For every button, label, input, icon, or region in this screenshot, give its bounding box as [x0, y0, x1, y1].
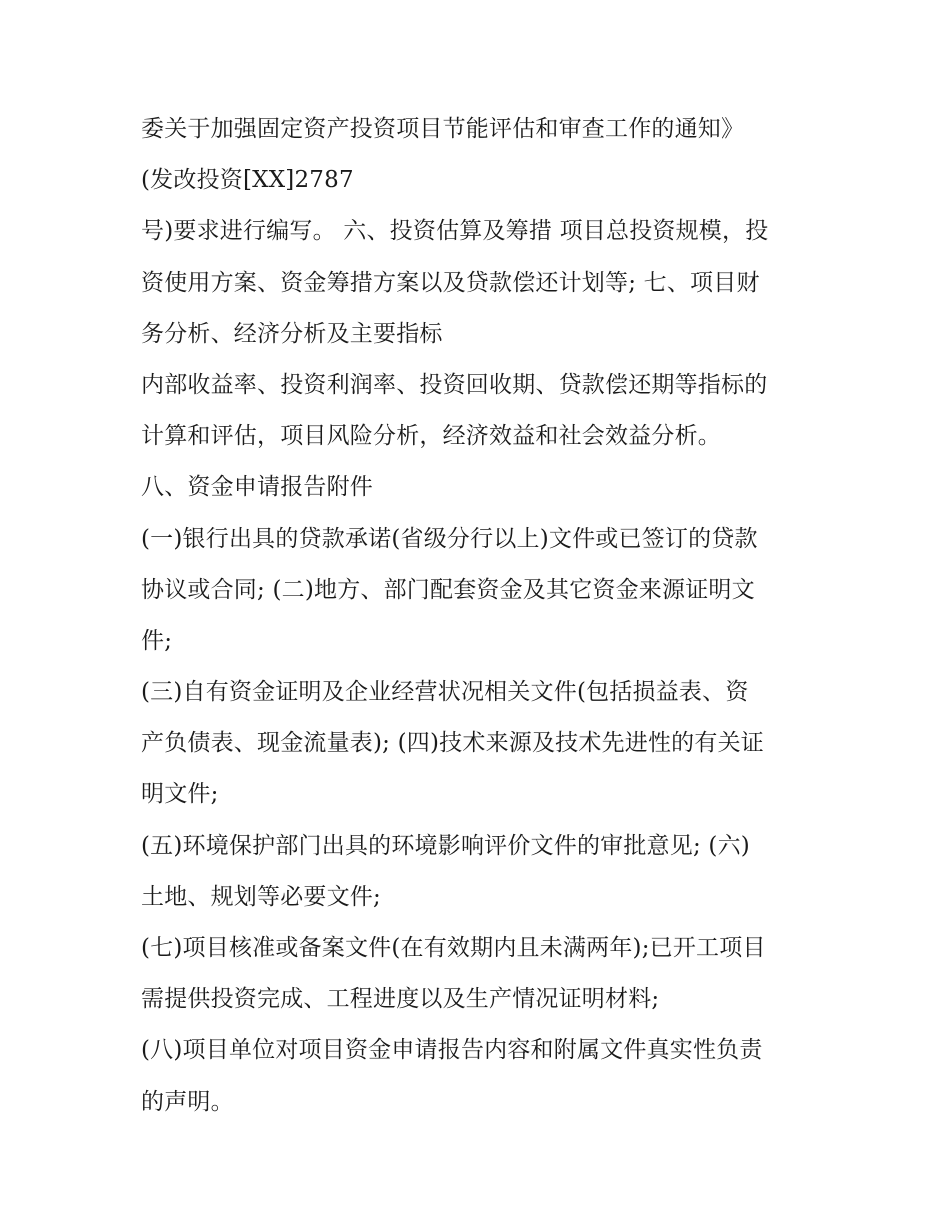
text-line: 委关于加强固定资产投资项目节能评估和审查工作的通知》 [141, 116, 745, 142]
text-line: 计算和评估，项目风险分析，经济效益和社会效益分析。 [141, 423, 721, 450]
text-line: 件; [141, 627, 173, 654]
text-line: (八)项目单位对项目资金申请报告内容和附属文件真实性负责 [141, 1037, 763, 1064]
text-line: 土地、规划等必要文件; [141, 883, 381, 910]
text-line: (五)环境保护部门出具的环境影响评价文件的审批意见; (六) [141, 832, 750, 859]
section-heading: 八、资金申请报告附件 [141, 474, 373, 501]
text-line: 明文件; [141, 781, 219, 808]
text-line: 产负债表、现金流量表); (四)技术来源及技术先进性的有关证 [141, 730, 764, 757]
text-line: (三)自有资金证明及企业经营状况相关文件(包括损益表、资 [141, 679, 749, 706]
text-line: (七)项目核准或备案文件(在有效期内且未满两年);已开工项目 [141, 935, 766, 961]
text-line: 资使用方案、资金筹措方案以及贷款偿还计划等; 七、项目财 [141, 269, 760, 296]
text-line: (一)银行出具的贷款承诺(省级分行以上)文件或已签订的贷款 [141, 525, 758, 552]
text-line: 的声明。 [141, 1088, 234, 1115]
text-line: 需提供投资完成、工程进度以及生产情况证明材料; [141, 986, 660, 1013]
text-line: (发改投资[XX]2787 [141, 167, 354, 194]
text-line: 号)要求进行编写。 六、投资估算及筹措 项目总投资规模，投 [141, 218, 769, 245]
text-line: 内部收益率、投资利润率、投资回收期、贷款偿还期等指标的 [141, 371, 768, 398]
document-body [141, 104, 821, 1128]
text-line: 协议或合同; (二)地方、部门配套资金及其它资金来源证明文 [141, 576, 755, 603]
text-line: 务分析、经济分析及主要指标 [141, 320, 443, 347]
